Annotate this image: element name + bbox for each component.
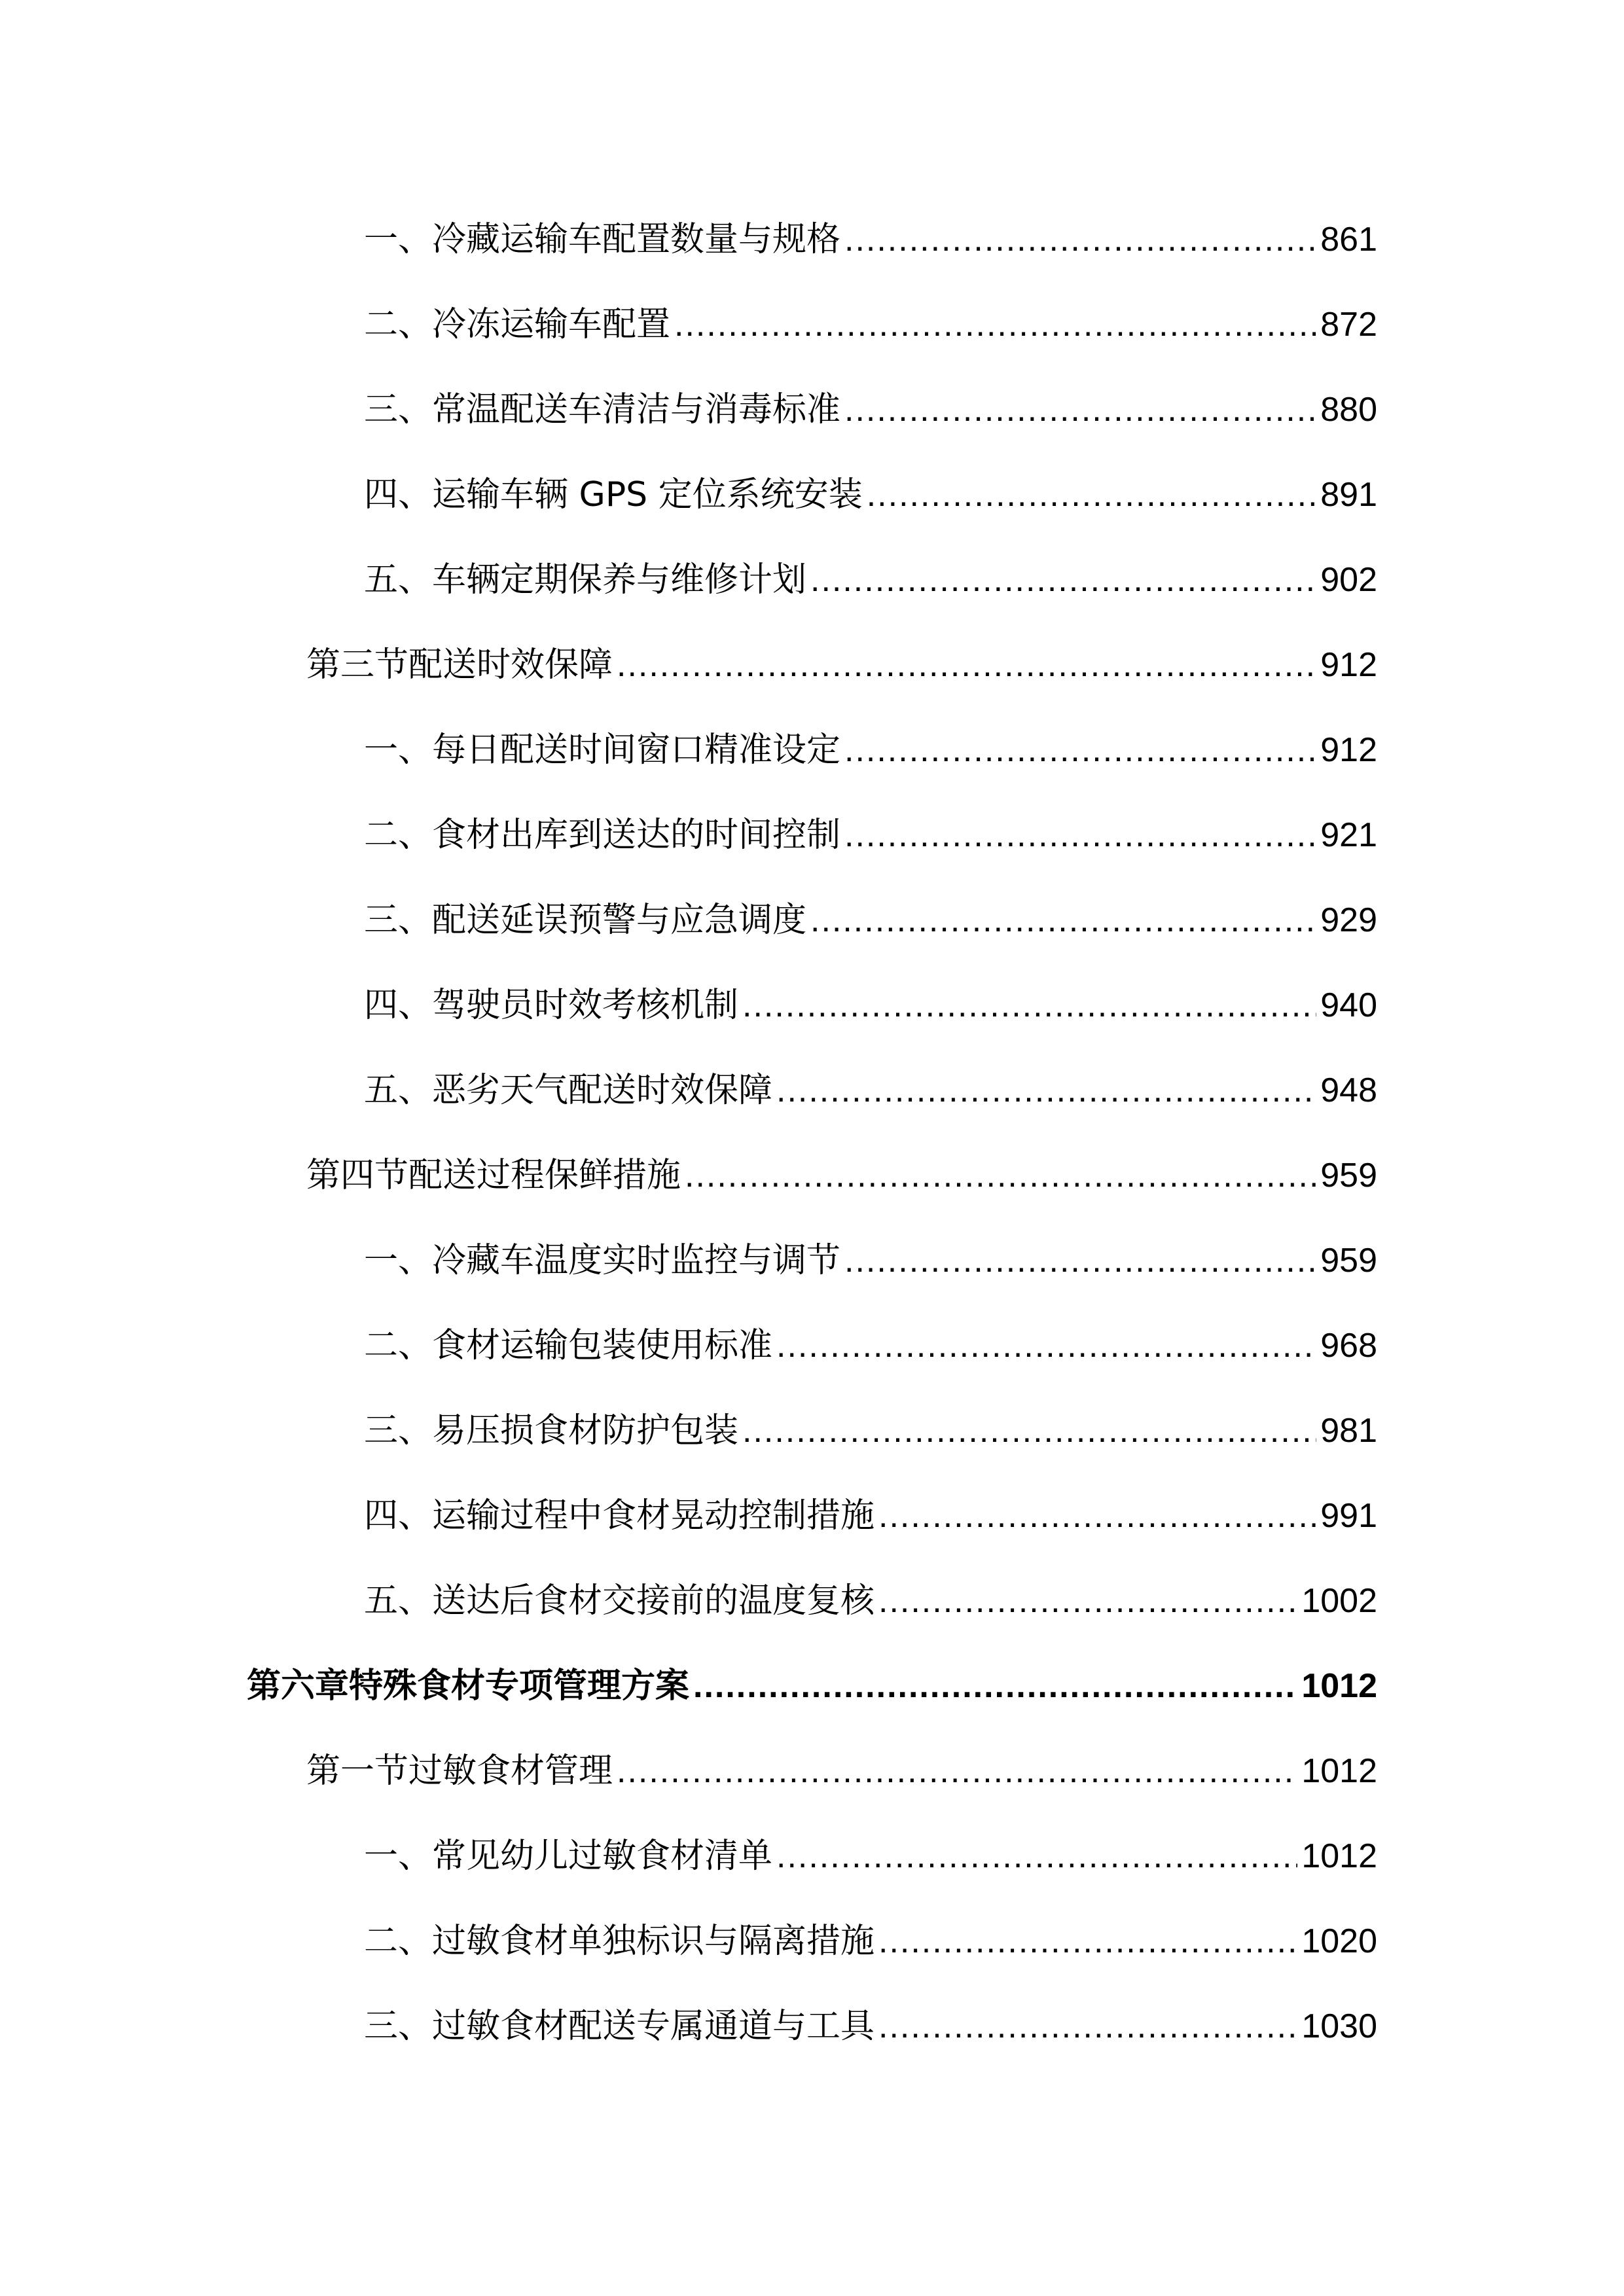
toc-dot-leader [810,894,1316,946]
toc-entry[interactable] [364,1575,1377,1627]
toc-entry[interactable] [364,979,1377,1031]
toc-dot-leader [776,1830,1297,1882]
toc-entry-title: 三、配送延误预警与应急调度 [364,901,807,940]
toc-page-number: 872 [1320,306,1377,344]
toc-entry[interactable] [364,554,1377,606]
toc-dot-leader [844,724,1316,776]
toc-page-number: 1012 [1301,1667,1377,1705]
toc-dot-leader [776,1319,1316,1372]
toc-entry[interactable] [364,1830,1377,1882]
toc-page-number: 912 [1320,731,1377,769]
toc-page-number: 948 [1320,1071,1377,1109]
toc-dot-leader [685,1149,1316,1202]
toc-page-number: 861 [1320,221,1377,259]
toc-page-number: 940 [1320,986,1377,1024]
toc-dot-leader [776,1064,1316,1117]
toc-dot-leader [878,1915,1297,1967]
toc-dot-leader [844,384,1316,436]
toc-entry-title: 一、冷藏车温度实时监控与调节 [364,1241,841,1280]
toc-page-number: 929 [1320,901,1377,939]
toc-entry-title: 一、冷藏运输车配置数量与规格 [364,220,841,259]
toc-entry[interactable] [364,1405,1377,1457]
toc-entry[interactable] [364,809,1377,861]
toc-page-number: 1012 [1301,1837,1377,1875]
toc-dot-leader [844,213,1316,266]
toc-entry[interactable] [364,1234,1377,1287]
toc-entry-title: 五、送达后食材交接前的温度复核 [364,1581,875,1621]
toc-chapter-entry[interactable] [247,1660,1377,1712]
toc-entry[interactable] [364,1915,1377,1967]
toc-page-number: 891 [1320,476,1377,514]
toc-entry[interactable] [364,469,1377,521]
toc-entry-title: 五、车辆定期保养与维修计划 [364,560,807,600]
toc-dot-leader [742,979,1316,1031]
toc-entry[interactable] [364,1319,1377,1372]
toc-entry-title: 五、恶劣天气配送时效保障 [364,1071,773,1110]
toc-entry[interactable] [364,1064,1377,1117]
toc-page-number: 880 [1320,391,1377,429]
toc-page-number: 981 [1320,1412,1377,1450]
toc-entry[interactable] [364,724,1377,776]
toc-entry[interactable] [364,2000,1377,2053]
toc-entry-title: 一、常见幼儿过敏食材清单 [364,1837,773,1876]
toc-entry-title: 一、每日配送时间窗口精准设定 [364,730,841,770]
toc-page-number: 1030 [1301,2007,1377,2045]
toc-page-number: 968 [1320,1327,1377,1365]
toc-entry-title: 三、易压损食材防护包装 [364,1411,739,1450]
toc-page-number: 959 [1320,1157,1377,1194]
toc-entry-title: 四、运输过程中食材晃动控制措施 [364,1496,875,1535]
toc-dot-leader [674,298,1316,351]
toc-dot-leader [878,2000,1297,2053]
toc-entry-title: 二、过敏食材单独标识与隔离措施 [364,1922,875,1961]
toc-page-number: 912 [1320,646,1377,684]
toc-entry[interactable] [364,384,1377,436]
toc-entry[interactable] [364,213,1377,266]
toc-entry-title: 第四节配送过程保鲜措施 [306,1156,681,1195]
toc-entry[interactable] [306,1745,1377,1797]
toc-dot-leader [693,1660,1297,1712]
toc-entry[interactable] [364,298,1377,351]
toc-page-number: 991 [1320,1497,1377,1535]
toc-entry-title: 第六章特殊食材专项管理方案 [247,1666,690,1706]
toc-page-number: 921 [1320,816,1377,854]
toc-page-number: 1020 [1301,1922,1377,1960]
toc-entry-title: 二、食材出库到送达的时间控制 [364,816,841,855]
toc-entry-title: 二、食材运输包装使用标准 [364,1326,773,1365]
toc-page-number: 1012 [1301,1752,1377,1790]
toc-entry-title: 四、驾驶员时效考核机制 [364,986,739,1025]
toc-entry[interactable] [364,894,1377,946]
toc-page-number: 959 [1320,1242,1377,1280]
toc-entry-title: 三、常温配送车清洁与消毒标准 [364,390,841,429]
toc-dot-leader [617,1745,1297,1797]
toc-dot-leader [617,639,1316,691]
toc-entry[interactable] [364,1490,1377,1542]
toc-entry[interactable] [306,1149,1377,1202]
toc-dot-leader [844,1234,1316,1287]
toc-entry-title: 第三节配送时效保障 [306,645,613,685]
toc-dot-leader [878,1575,1297,1627]
toc-page-number: 1002 [1301,1582,1377,1620]
toc-entry-title: 二、冷冻运输车配置 [364,305,671,344]
toc-entry-title: 四、运输车辆 GPS 定位系统安装 [364,475,863,514]
toc-dot-leader [867,469,1317,521]
toc-dot-leader [742,1405,1316,1457]
toc-entry[interactable] [306,639,1377,691]
toc-entry-title: 第一节过敏食材管理 [306,1751,613,1791]
toc-dot-leader [844,809,1316,861]
toc-dot-leader [810,554,1316,606]
toc-page-number: 902 [1320,561,1377,599]
toc-dot-leader [878,1490,1316,1542]
toc-entry-title: 三、过敏食材配送专属通道与工具 [364,2007,875,2046]
